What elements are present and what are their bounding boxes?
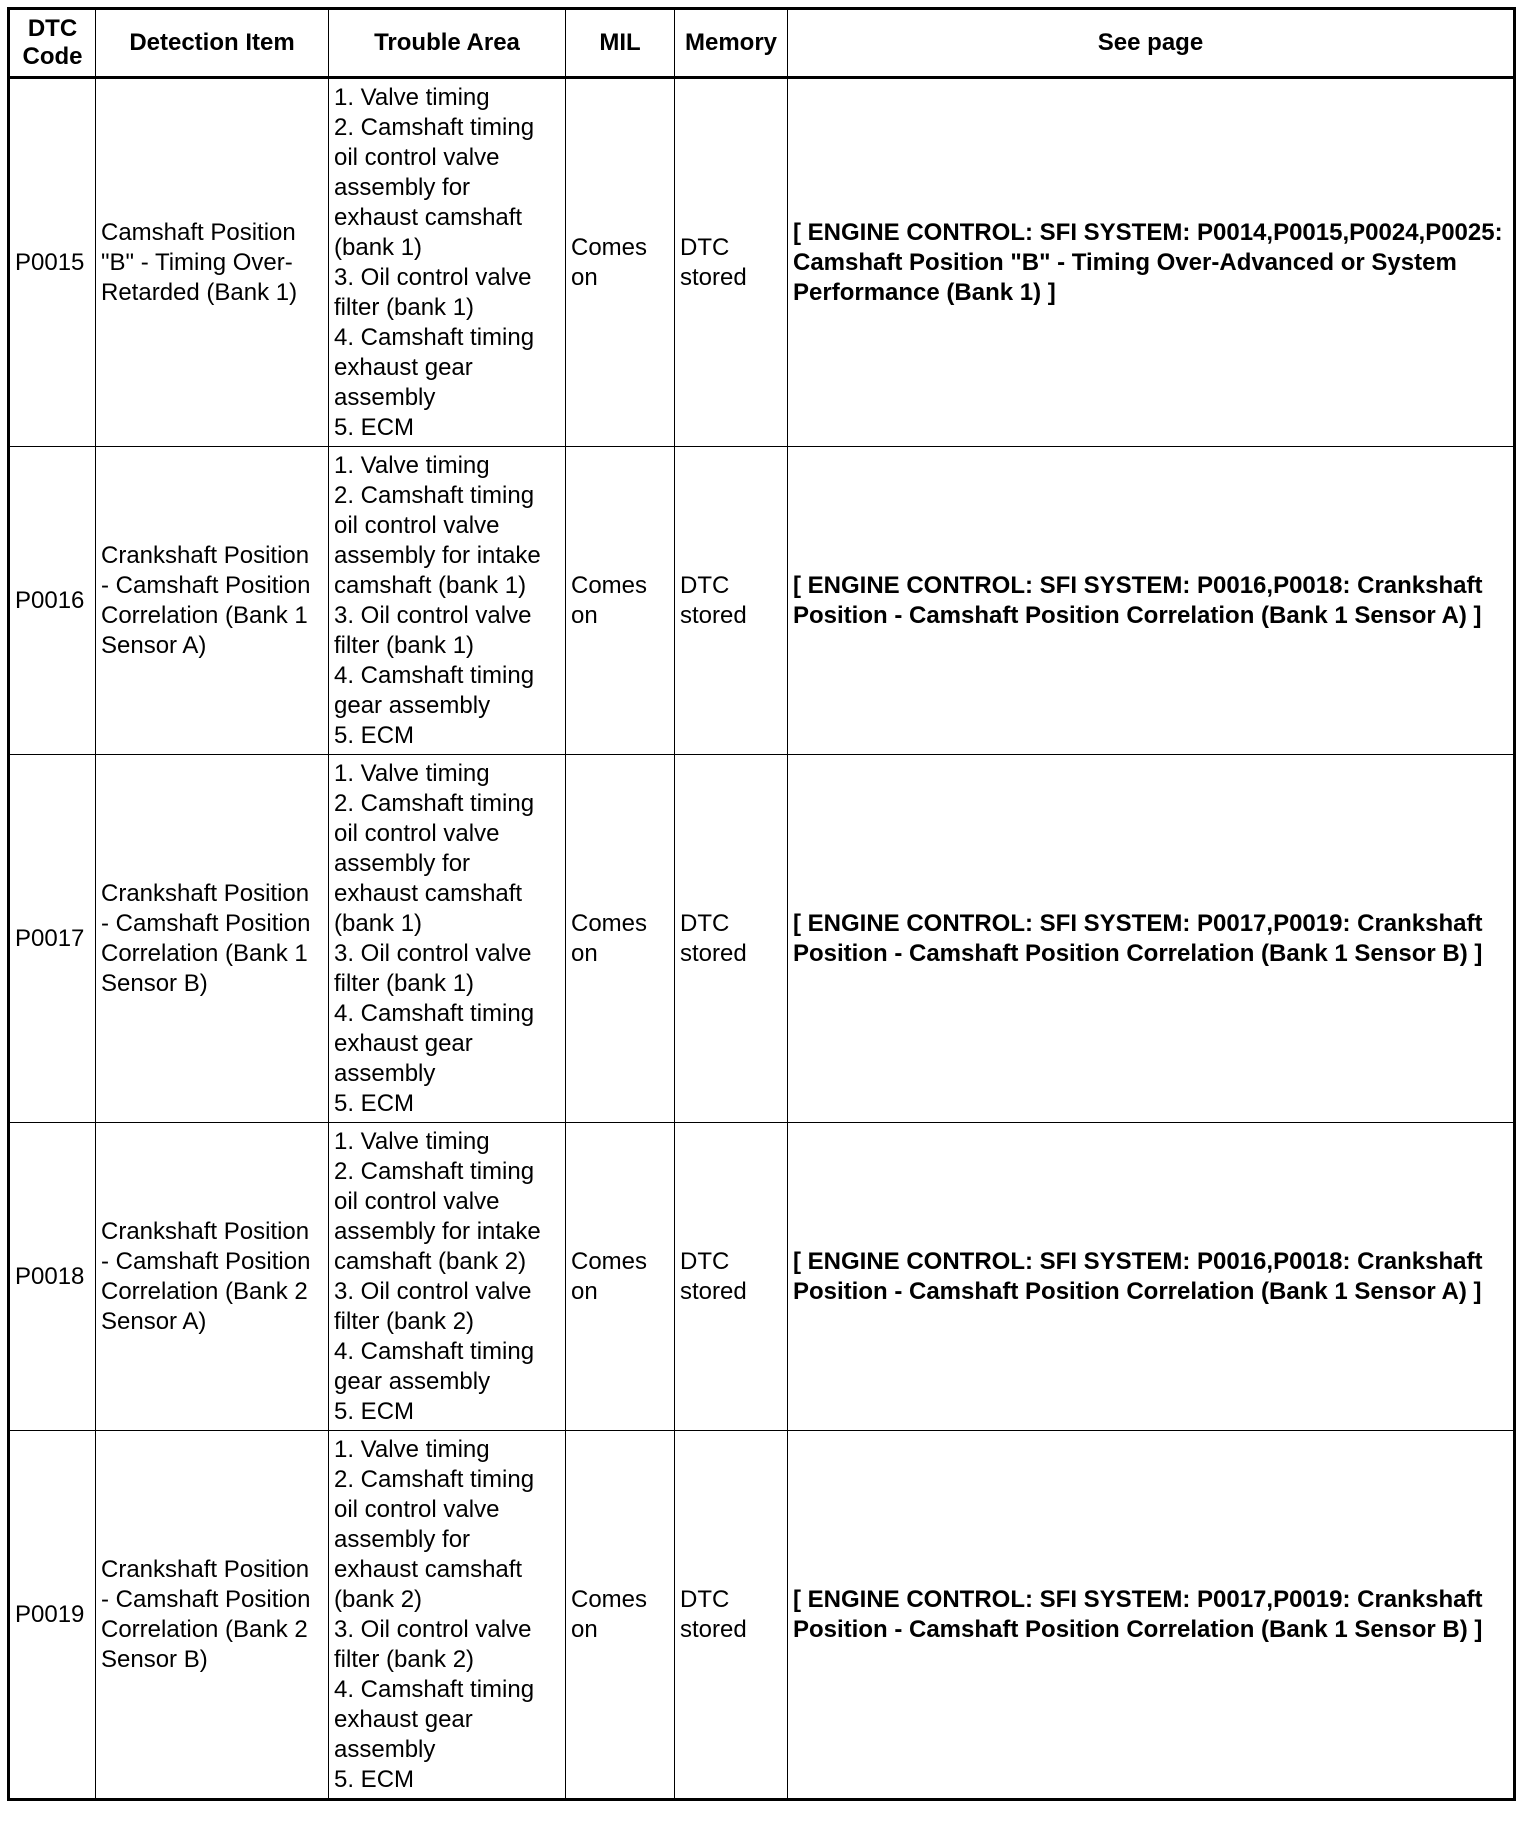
trouble-area-line: 3. Oil control valve	[334, 601, 532, 629]
trouble-area-line: exhaust gear	[334, 1029, 473, 1057]
trouble-area-line: assembly	[334, 1059, 436, 1087]
dtc-code-cell: P0015	[9, 78, 96, 447]
table-row	[9, 447, 1515, 755]
trouble-area-line: oil control valve	[334, 819, 500, 847]
trouble-area-line: 2. Camshaft timing	[334, 1157, 535, 1185]
mil-cell: Comes on	[566, 447, 675, 755]
memory-cell: DTC stored	[675, 1123, 788, 1431]
trouble-area-cell	[329, 447, 566, 755]
trouble-area-line: 1. Valve timing	[334, 451, 490, 479]
trouble-area-line: 5. ECM	[334, 1397, 415, 1425]
trouble-area-line: assembly for intake	[334, 541, 541, 569]
trouble-area-line: oil control valve	[334, 1495, 500, 1523]
header-memory: Memory	[675, 9, 788, 78]
trouble-area-line: assembly for intake	[334, 1217, 541, 1245]
trouble-area-line: filter (bank 2)	[334, 1645, 475, 1673]
trouble-area-cell	[329, 755, 566, 1123]
trouble-area-line: (bank 1)	[334, 233, 423, 261]
trouble-area-line: (bank 2)	[334, 1585, 423, 1613]
mil-cell: Comes on	[566, 755, 675, 1123]
trouble-area-line: 1. Valve timing	[334, 83, 490, 111]
see-page-link[interactable]: [ ENGINE CONTROL: SFI SYSTEM: P0016,P0018: Crankshaft Position - Camshaft Position Correlation (Bank 1 Sensor A) ]	[788, 1123, 1515, 1431]
trouble-area-line: exhaust gear	[334, 1705, 473, 1733]
see-page-link[interactable]: [ ENGINE CONTROL: SFI SYSTEM: P0016,P0018: Crankshaft Position - Camshaft Position Correlation (Bank 1 Sensor A) ]	[788, 447, 1515, 755]
trouble-area-line: 1. Valve timing	[334, 1127, 490, 1155]
trouble-area-cell	[329, 1431, 566, 1800]
trouble-area-line: exhaust gear	[334, 353, 473, 381]
memory-cell: DTC stored	[675, 1431, 788, 1800]
header-mil: MIL	[566, 9, 675, 78]
trouble-area-line: camshaft (bank 2)	[334, 1247, 527, 1275]
trouble-area-line: oil control valve	[334, 1187, 500, 1215]
trouble-area-line: filter (bank 2)	[334, 1307, 475, 1335]
dtc-code-cell: P0019	[9, 1431, 96, 1800]
trouble-area-line: camshaft (bank 1)	[334, 571, 527, 599]
trouble-area-line: assembly	[334, 383, 436, 411]
header-row	[9, 9, 1515, 78]
trouble-area-line: 4. Camshaft timing	[334, 1675, 535, 1703]
trouble-area-line: assembly for	[334, 849, 471, 877]
trouble-area-line: exhaust camshaft	[334, 1555, 523, 1583]
trouble-area-line: 3. Oil control valve	[334, 939, 532, 967]
detection-item-cell: Crankshaft Position - Camshaft Position Correlation (Bank 2 Sensor B)	[96, 1431, 329, 1800]
trouble-area-line: assembly	[334, 1735, 436, 1763]
dtc-code-cell: P0016	[9, 447, 96, 755]
trouble-area-line: 5. ECM	[334, 413, 415, 441]
detection-item-cell: Camshaft Position "B" - Timing Over-Retarded (Bank 1)	[96, 78, 329, 447]
trouble-area-line: 2. Camshaft timing	[334, 481, 535, 509]
trouble-area-line: 5. ECM	[334, 1089, 415, 1117]
trouble-area-line: 2. Camshaft timing	[334, 1465, 535, 1493]
trouble-area-line: filter (bank 1)	[334, 631, 475, 659]
trouble-area-line: filter (bank 1)	[334, 969, 475, 997]
trouble-area-line: 5. ECM	[334, 1765, 415, 1793]
table-row	[9, 1431, 1515, 1800]
trouble-area-line: 4. Camshaft timing	[334, 661, 535, 689]
trouble-area-line: 3. Oil control valve	[334, 1615, 532, 1643]
mil-cell: Comes on	[566, 1123, 675, 1431]
header-detection-item: Detection Item	[96, 9, 329, 78]
trouble-area-line: assembly for	[334, 173, 471, 201]
trouble-area-cell	[329, 78, 566, 447]
dtc-code-cell: P0017	[9, 755, 96, 1123]
trouble-area-line: exhaust camshaft	[334, 879, 523, 907]
detection-item-cell: Crankshaft Position - Camshaft Position Correlation (Bank 2 Sensor A)	[96, 1123, 329, 1431]
table-row	[9, 755, 1515, 1123]
see-page-link[interactable]: [ ENGINE CONTROL: SFI SYSTEM: P0017,P0019: Crankshaft Position - Camshaft Position Correlation (Bank 1 Sensor B) ]	[788, 1431, 1515, 1800]
detection-item-cell: Crankshaft Position - Camshaft Position Correlation (Bank 1 Sensor B)	[96, 755, 329, 1123]
dtc-table	[7, 7, 1516, 1801]
detection-item-cell: Crankshaft Position - Camshaft Position Correlation (Bank 1 Sensor A)	[96, 447, 329, 755]
table-body	[9, 78, 1515, 1800]
trouble-area-line: gear assembly	[334, 691, 491, 719]
see-page-link[interactable]: [ ENGINE CONTROL: SFI SYSTEM: P0014,P0015,P0024,P0025: Camshaft Position "B" - Timing Over-Advanced or System Performance (Bank 1) ]	[788, 78, 1515, 447]
table-row	[9, 78, 1515, 447]
mil-cell: Comes on	[566, 78, 675, 447]
trouble-area-line: oil control valve	[334, 143, 500, 171]
trouble-area-line: 4. Camshaft timing	[334, 323, 535, 351]
memory-cell: DTC stored	[675, 447, 788, 755]
trouble-area-line: assembly for	[334, 1525, 471, 1553]
mil-cell: Comes on	[566, 1431, 675, 1800]
trouble-area-line: 4. Camshaft timing	[334, 1337, 535, 1365]
memory-cell: DTC stored	[675, 755, 788, 1123]
table-header	[9, 9, 1515, 78]
trouble-area-cell	[329, 1123, 566, 1431]
trouble-area-line: 5. ECM	[334, 721, 415, 749]
see-page-link[interactable]: [ ENGINE CONTROL: SFI SYSTEM: P0017,P0019: Crankshaft Position - Camshaft Position Correlation (Bank 1 Sensor B) ]	[788, 755, 1515, 1123]
dtc-code-cell: P0018	[9, 1123, 96, 1431]
header-dtc-code: DTC Code	[9, 9, 96, 78]
trouble-area-line: oil control valve	[334, 511, 500, 539]
trouble-area-line: 2. Camshaft timing	[334, 113, 535, 141]
trouble-area-line: filter (bank 1)	[334, 293, 475, 321]
trouble-area-line: 4. Camshaft timing	[334, 999, 535, 1027]
trouble-area-line: gear assembly	[334, 1367, 491, 1395]
header-see-page: See page	[788, 9, 1515, 78]
header-trouble-area: Trouble Area	[329, 9, 566, 78]
trouble-area-line: exhaust camshaft	[334, 203, 523, 231]
trouble-area-line: 3. Oil control valve	[334, 1277, 532, 1305]
trouble-area-line: 2. Camshaft timing	[334, 789, 535, 817]
trouble-area-line: 1. Valve timing	[334, 759, 490, 787]
table-row	[9, 1123, 1515, 1431]
trouble-area-line: (bank 1)	[334, 909, 423, 937]
trouble-area-line: 1. Valve timing	[334, 1435, 490, 1463]
memory-cell: DTC stored	[675, 78, 788, 447]
trouble-area-line: 3. Oil control valve	[334, 263, 532, 291]
